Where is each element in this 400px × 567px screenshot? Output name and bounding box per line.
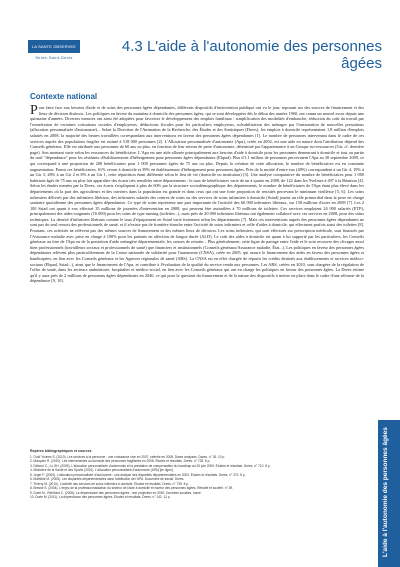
reference-item: 2. Marquier R. (2010). Les intervenantes au domicile des personnes fragilisées en 2008. Études et résultats. Drees. n° 728. 8 p.: [30, 459, 211, 463]
drop-cap: P: [30, 103, 38, 118]
logo: [28, 40, 80, 66]
reference-item: 8. Bressé S. (2004). L'enjeu de la professionnalisation du secteur de l'aide à domicile en faveur des personnes âgées. Retraite et société. n° 39.: [30, 486, 234, 490]
logo-title: LA SANTE OBSERVEE: [28, 40, 80, 53]
side-band-text: L'aide à l'autonomie des personnes âgées: [382, 427, 389, 557]
references-heading: Repères bibliographiques et sources: [30, 449, 92, 453]
reference-item: 9. Duée M., Rebillard C. (2006). La dépendance des personnes âgées : une projection en 2040. Données sociales. Insee.: [30, 490, 202, 495]
references: [30, 449, 364, 500]
reference-item: 7. Thierry M. (2010). L'activité des services de soins infirmiers à domicile. Études et résultats. Drees. n° 739. 8 p.: [30, 481, 189, 486]
reference-item: 3. Débout C., Lo SH. (2009). L'allocation personnalisée d'autonomie et la prestation de compensation du handicap au 30 juin 2009. Études et résultats. Drees. n° 710. 8 p.: [30, 463, 271, 468]
reference-item: 4. Ministère de la Santé et des Sports (2010). L'allocation personnalisée d'autonomie (APA) [en ligne].: [30, 468, 174, 472]
chapter-title: 4.3 L'aide à l'autonomie des personnes âgées: [121, 38, 382, 72]
logo-subtitle: Seine-Saint-Denis: [35, 55, 73, 60]
reference-item: 1. Ould Younes S. (2010). Les services à la personne : une croissance vive en 2007, ralentie en 2008. Dares analyses. Dares. n° 26. 10 p.: [30, 454, 226, 459]
body-text: [30, 105, 364, 284]
side-band: [378, 420, 400, 567]
reference-item: 10. Duée M. (2011). La dépendance des personnes âgées. Études et résultats. Drees. n° 142. 11 p.: [30, 495, 171, 499]
body-paragraph: our faire face aux besoins d'aide et de soins des personnes âgées dépendantes, différents dispositifs d'intervention publique ont vu le jour, reposant sur des sources de financement et des lieux de décision distincts. Les politiques en faveur du maintien à domicile des personnes âgées, qui se sont développées dès le début des années 1960, ont connu un nouvel essor depuis une quinzaine d'années. Diverses mesures ont ainsi été adoptées pour favoriser le développement des emplois familiaux : simplification des modalités d'embauche, réduction du coût du travail par l'exonération de certaines cotisations sociales d'employeurs, déductions fiscales pour les particuliers employeurs, solvabilisation des ménages par l'instauration de nouvelles prestations (allocation personnalisée d'autonomie)... Selon la Direction de l'Animation de la Recherche, des Études et des Statistiques (Drees), les emplois à domicile représentaient 1,8 million d'emplois salariés en 2008, la majorité des heures travaillées correspondant aux interventions en faveur des personnes âgées dépendantes [1]. Le nombre de personnes intervenant dans le cadre de ces services auprès des populations fragiles est estimé à 518 000 personnes [2]. L'Allocation personnalisée d'autonomie (Apa), créée en 2002, est une aide en nature dont l'attribution dépend des Conseils généraux. Elle est attribuée aux personnes de 60 ans ou plus, en fonction de leur niveau de perte d'autonomie, déterminé par l'appartenance à un Groupe iso-ressources (Gir, cf. dernière page). Son montant varie selon les ressources du bénéficiaire. L'Apa est une aide allouée principalement aux besoins d'aide à domicile pour les personnes demeurant à domicile et tout ou partie du tarif "dépendance" pour les résidants d'établissements d'hébergement pour personnes âgées dépendantes (Ehpad). Plus d'1,1 million de personnes percevaient l'Apa au 30 septembre 2009, ce qui correspond à une proportion de 208 bénéficiaires pour 1 000 personnes âgées de 75 ans ou plus. Depuis la création de cette allocation, le nombre de bénéficiaires est en constante augmentation. Parmi ces bénéficiaires, 61% vivent à domicile et 39% en établissement d'hébergement pour personnes âgées. Près de la moitié d'entre eux (48%) correspondent à un Gir 4, 19% à un Gir 3, 28% à un Gir 2 et 8% à un Gir 1, cette répartition étant différente selon le lieu de vie (domicile ou institution) [3]. Une analyse comparative du nombre de bénéficiaires pour 1 000 habitants âgés de 75 ans ou plus fait apparaître des écarts très sensibles entre départements : le taux de bénéficiaires varie de un à quatre en 2008, de 122 dans les Yvelines à 497 à la Réunion [4]. Selon les études menées par la Drees, ces écarts s'expliquent à plus de 60% par la structure sociodémographique des départements, le nombre de bénéficiaires de l'Apa étant plus élevé dans les départements où la part des agriculteurs et des ouvriers dans la population est grande et dans ceux qui ont une forte proportion de retraités percevant le minimum vieillesse [5, 6]. Les soins infirmiers délivrés par des infirmiers libéraux, des infirmiers salariés des centres de soins ou des services de soins infirmiers à domicile (Ssiad) jouent un rôle primordial dans la prise en charge sanitaire quotidienne des personnes âgées dépendantes. Ce type de soins représente une part importante de l'activité des 60 000 infirmiers libéraux, sur 158 millions d'actes en 2008 [7]. Les 2 100 Ssiad ont quant à eux effectué 35 millions de journées d'intervention en 2008, qui peuvent être assimilées à 70 millions de toilettes. Ces services emploient 24 000 salariés (ETP), principalement des aides-soignants (16 000) pour les soins de type nursing (toilettes...), mais près de 20 000 infirmiers libéraux ont également collaboré avec ces services en 2008, pour des soins techniques. La densité d'infirmiers libéraux comme le taux d'équipement en Ssiad varie fortement selon les départements [7]. Mais ces interventions auprès des personnes âgées dépendantes ne sont pas du seul ressort des professionnels de santé, et il n'existe pas de frontière étanche entre l'activité de soins infirmiers et celle d'aides à domicile, qui effectuent parfois aussi des toilettes [8]. Pourtant, ces activités ne relèvent pas des mêmes sources de financement ni des mêmes lieux de décision. Les soins infirmiers, qui sont effectués sur prescription médicale, sont financés par l'Assurance maladie avec prise en charge à 100% pour les patients en affection de longue durée (ALD). Le coût des aides à domicile est quant à lui supporté par les particuliers, les Conseils généraux au titre de l'Apa ou de la prestation d'aide ménagère départementale, les caisses de retraite... Plus généralement, cette ligne de partage entre l'aide et le soin recouvre des clivages aussi bien professionnels (travailleurs sociaux et professionnels de santé) que financiers et institutionnels (Conseils généraux/Assurance maladie, État...). Les politiques en faveur des personnes âgées dépendantes relèvent plus particulièrement de la Caisse nationale de solidarité pour l'autonomie (CNSA), créée en 2005, qui assure le financement des aides en faveur des personnes âgées et handicapées, en lien avec les Conseils généraux et les Agences régionales de santé (ARS). La CNSA est en effet chargée de répartir les crédits destinés aux établissements et services médico-sociaux (Ehpad, Ssiad...), ainsi que le financement de l'Apa, et contribue à l'évaluation de la qualité du service rendu aux personnes. Les ARS, créées en 2010, sont chargées de la régulation de l'offre de santé, dans les secteurs ambulatoire, hospitalier et médico-social, en lien avec les Conseils généraux qui ont en charge les politiques en faveur des personnes âgées. La Drees estime qu'il y aura près de 2 millions de personnes âgées dépendantes en 2040, ce qui pose la question du financement et de la nature des dispositifs à mettre en place dans le cadre d'une réforme de la dépendance [9, 10].: [30, 105, 364, 284]
reference-item: 6. Mathilde M. (2005). Les disparités départementales dans l'attribution de l'APA. Document de travail. Drees.: [30, 477, 185, 481]
reference-item: 5. Jeger F. (2005). L'allocation personnalisée d'autonomie : une analyse des disparités départementales en 2003. Études et résultats. Drees. n° 372. 8 p.: [30, 472, 246, 477]
section-heading: Contexte national: [30, 92, 98, 101]
